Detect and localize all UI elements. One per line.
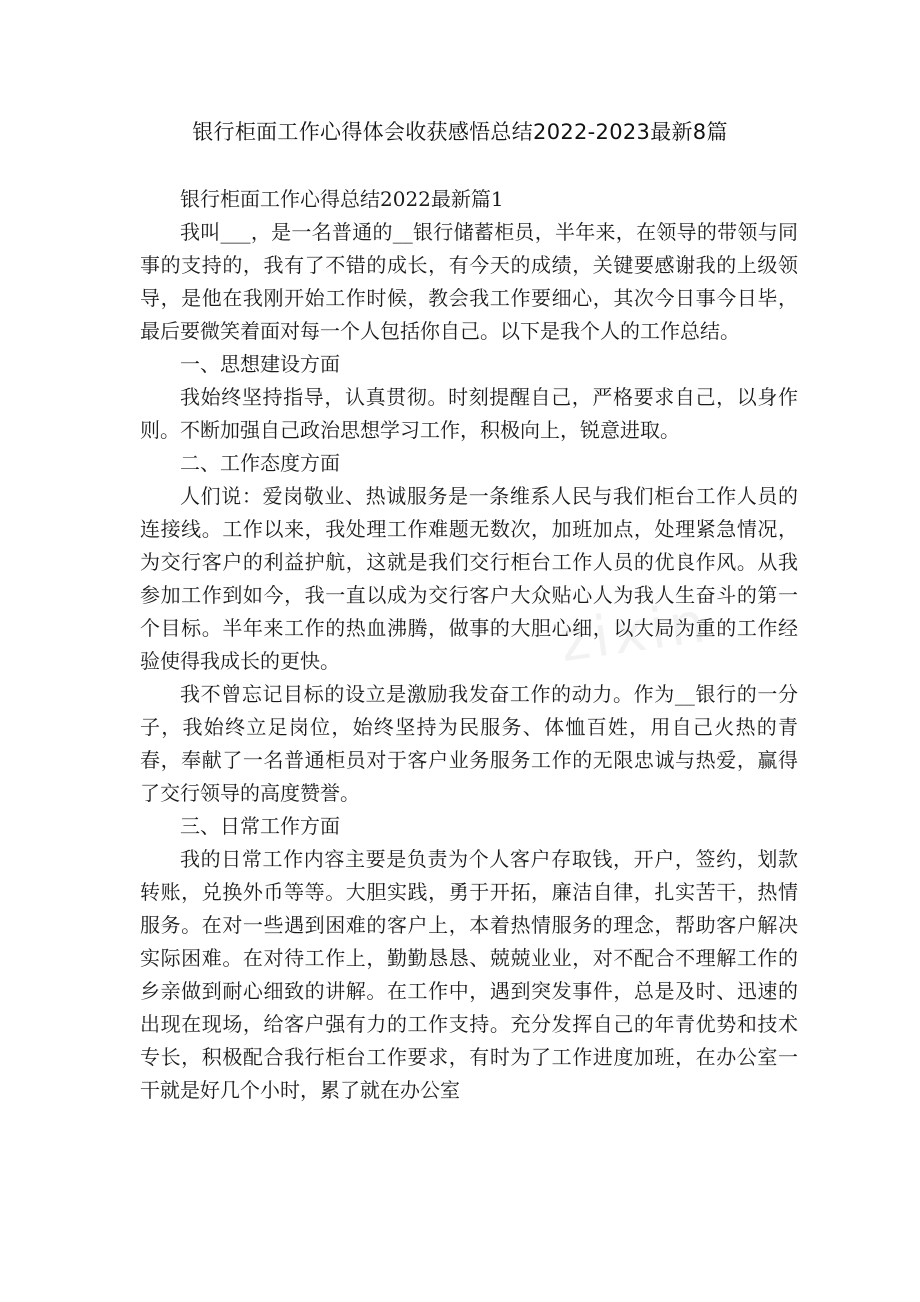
- section-title: 银行柜面工作心得总结2022最新篇1: [180, 187, 504, 211]
- document-body: [140, 183, 798, 1107]
- paragraph-daily-work: 我的日常工作内容主要是负责为个人客户存取钱，开户，签约，划款转账，兑换外币等等。大胆实践，勇于开拓，廉洁自律，扎实苦干，热情服务。在对一些遇到困难的客户上，本着热情服务的理念，帮助客户解决实际困难。在对待工作上，勤勤恳恳、兢兢业业，对不配合不理解工作的乡亲做到耐心细致的讲解。在工作中，遇到突发事件，总是及时、迅速的出现在现场，给客户强有力的工作支持。充分发挥自己的年青优势和技术专长，积极配合我行柜台工作要求，有时为了工作进度加班，在办公室一干就是好几个小时，累了就在办公室: [140, 847, 798, 1102]
- heading-attitude: 二、工作态度方面: [180, 451, 340, 475]
- paragraph-attitude-2: 我不曾忘记目标的设立是激励我发奋工作的动力。作为__银行的一分子，我始终立足岗位，始终坚持为民服务、体恤百姓，用自己火热的青春，奉献了一名普通柜员对于客户业务服务工作的无限忠诚与热爱，赢得了交行领导的高度赞誉。: [140, 682, 798, 805]
- paragraph-attitude-1: 人们说：爱岗敬业、热诚服务是一条维系人民与我们柜台工作人员的连接线。工作以来，我处理工作难题无数次，加班加点，处理紧急情况，为交行客户的利益护航，这就是我们交行柜台工作人员的优良作风。从我参加工作到如今，我一直以成为交行客户大众贴心人为我人生奋斗的第一个目标。半年来工作的热血沸腾，做事的大胆心细，以大局为重的工作经验使得我成长的更快。: [140, 484, 798, 673]
- paragraph-intro: 我叫___，是一名普通的__银行储蓄柜员，半年来，在领导的带领与同事的支持的，我有了不错的成长，有今天的成绩，关键要感谢我的上级领导，是他在我刚开始工作时候，教会我工作要细心，其次今日事今日毕，最后要微笑着面对每一个人包括你自己。以下是我个人的工作总结。: [140, 220, 798, 343]
- heading-ideology: 一、思想建设方面: [180, 352, 340, 376]
- heading-daily-work: 三、日常工作方面: [180, 814, 340, 838]
- paragraph-ideology: 我始终坚持指导，认真贯彻。时刻提醒自己，严格要求自己，以身作则。不断加强自己政治思想学习工作，积极向上，锐意进取。: [140, 385, 798, 442]
- document-title: 银行柜面工作心得体会收获感悟总结2022-2023最新8篇: [192, 120, 728, 144]
- watermark: zixin: [556, 589, 713, 676]
